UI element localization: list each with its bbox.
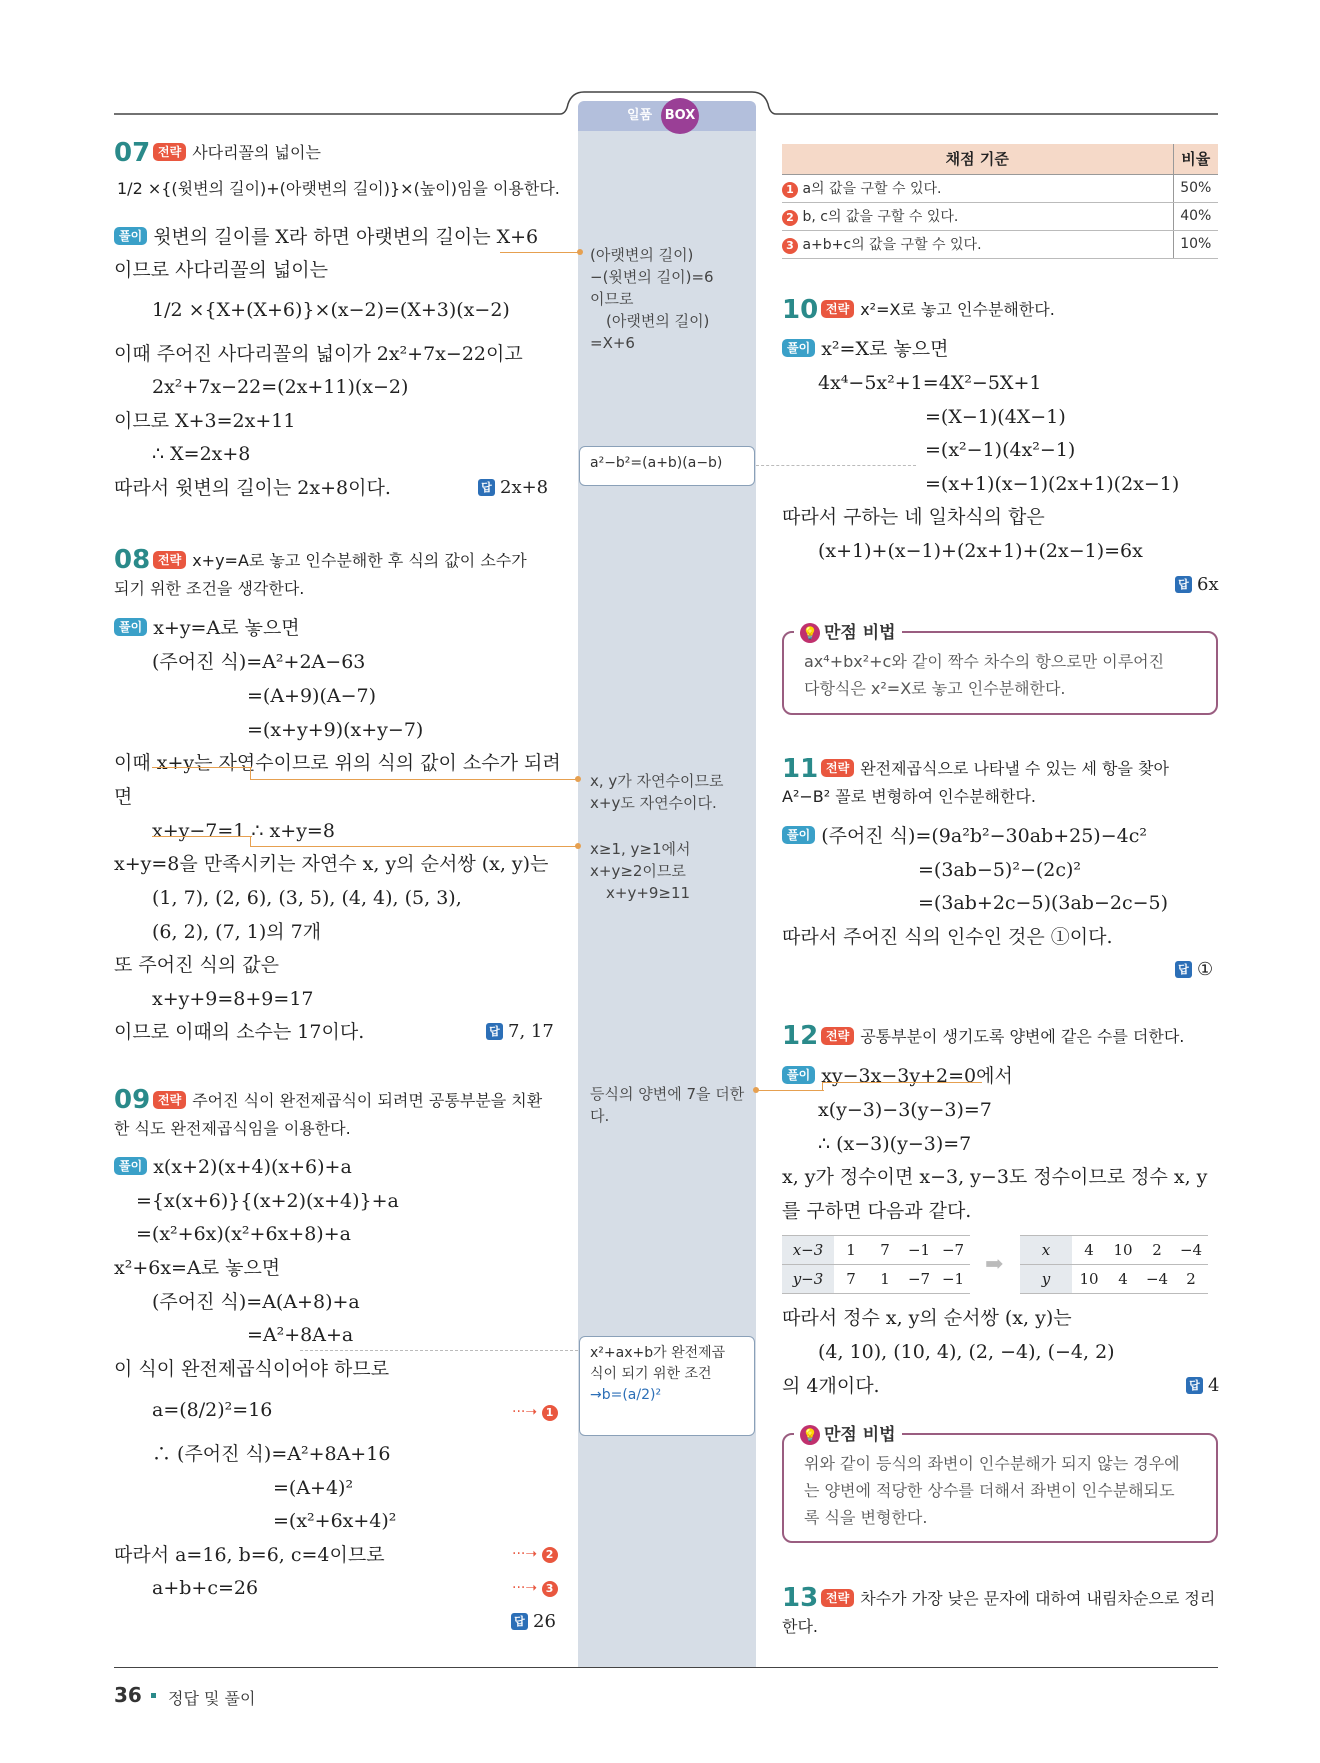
answer-icon: 답	[511, 1613, 528, 1630]
solution-tag: 풀이	[782, 339, 815, 357]
leader-line	[500, 252, 580, 253]
p08-line: x+y+9=8+9=17	[152, 988, 314, 1010]
p12-line: 의 4개이다.	[782, 1375, 880, 1397]
p07-line: 2x²+7x−22=(2x+11)(x−2)	[152, 376, 409, 398]
strategy-09: 전략 주어진 식이 완전제곱식이 되려면 공통부분을 치환	[153, 1088, 542, 1114]
leader-line	[822, 1082, 823, 1091]
box-badge: BOX	[661, 98, 699, 134]
tip-title-1: 💡 만점 비법	[794, 618, 902, 643]
leader-line	[250, 767, 251, 779]
problem-number-13: 13	[782, 1583, 819, 1613]
p09-line: =(x²+6x)(x²+6x+8)+a	[136, 1223, 351, 1245]
p08-line: (1, 7), (2, 6), (3, 5), (4, 4), (5, 3),	[152, 887, 462, 909]
answer-icon: 답	[1186, 1377, 1203, 1394]
value-table-2: x 4 10 2 −4 y 10 4 −4 2	[1020, 1235, 1208, 1294]
p08-line: =(A+9)(A−7)	[247, 685, 377, 707]
score-mark-3: ···➝ 3	[512, 1580, 558, 1597]
answer-icon: 답	[478, 479, 495, 496]
score-row: 2 b, c의 값을 구할 수 있다. 40%	[782, 202, 1218, 230]
solution-tag: 풀이	[114, 618, 147, 636]
strategy-tag: 전략	[153, 1091, 186, 1109]
footer-bullet	[151, 1693, 156, 1698]
tip-title-2: 💡 만점 비법	[794, 1420, 902, 1445]
strategy-12: 전략 공통부분이 생기도록 양변에 같은 수를 더한다.	[821, 1024, 1184, 1050]
value-table-1: x−3 1 7 −1 −7 y−3 7 1 −7 −1	[782, 1235, 970, 1294]
footer-rule	[114, 1667, 1218, 1668]
strategy-08-line2: 되기 위한 조건을 생각한다.	[114, 579, 305, 598]
strategy-11: 전략 완전제곱식으로 나타낼 수 있는 세 항을 찾아	[821, 756, 1169, 782]
score-row: 1 a의 값을 구할 수 있다. 50%	[782, 174, 1218, 202]
lightbulb-icon: 💡	[800, 623, 820, 643]
answer-11: 답 ①	[1175, 956, 1213, 984]
arrow-right-icon: ➡	[985, 1252, 1004, 1277]
strategy-tag: 전략	[821, 759, 854, 777]
side-box-condition: x²+ax+b가 완전제곱 식이 되기 위한 조건 →b=(a/2)²	[579, 1336, 755, 1436]
p12-line: x, y가 정수이면 x−3, y−3도 정수이므로 정수 x, y	[782, 1166, 1208, 1188]
solution-tag: 풀이	[782, 1066, 815, 1084]
box-prefix: 일품	[627, 108, 653, 123]
p07-line: 이때 주어진 사다리꼴의 넓이가 2x²+7x−22이고	[114, 343, 523, 365]
p09-line: =(x²+6x+4)²	[273, 1510, 397, 1532]
leader-dot	[575, 776, 581, 782]
p07-line: 이므로 사다리꼴의 넓이는	[114, 259, 328, 281]
leader-line	[250, 836, 251, 846]
side-note-4: 등식의 양변에 7을 더한 다.	[590, 1085, 745, 1125]
tip-body-2: 위와 같이 등식의 좌변이 인수분해가 되지 않는 경우에 는 양변에 적당한 상수를 더해서 좌변이 인수분해되도 록 식을 변형한다.	[804, 1454, 1180, 1527]
problem-number-09: 09	[114, 1085, 151, 1115]
answer-12: 답 4	[1186, 1372, 1219, 1400]
p09-line: (주어진 식)=A(A+8)+a	[152, 1291, 360, 1313]
page-number: 36	[114, 1683, 142, 1707]
strategy-13-line2: 한다.	[782, 1617, 818, 1636]
leader-dot	[577, 249, 583, 255]
answer-icon: 답	[1175, 576, 1192, 593]
problem-number-08: 08	[114, 545, 151, 575]
p11-line: 따라서 주어진 식의 인수인 것은 ①이다.	[782, 926, 1113, 948]
p11-line: =(3ab−5)²−(2c)²	[918, 859, 1082, 881]
p07-line: 따라서 윗변의 길이는 2x+8이다.	[114, 477, 391, 499]
p09-line: a=(8/2)²=16	[152, 1399, 273, 1421]
strategy-11-line2: A²−B² 꼴로 변형하여 인수분해한다.	[782, 787, 1036, 806]
answer-icon: 답	[1175, 961, 1192, 978]
leader-dot	[575, 843, 581, 849]
p12-line: 를 구하면 다음과 같다.	[782, 1200, 972, 1222]
p09-line: ∴ (주어진 식)=A²+8A+16	[152, 1443, 391, 1465]
p10-line: 따라서 구하는 네 일차식의 합은	[782, 506, 1045, 528]
strategy-tag: 전략	[821, 1027, 854, 1045]
strategy-07-line2: 1/2 ×{(윗변의 길이)+(아랫변의 길이)}×(높이)임을 이용한다.	[117, 179, 560, 198]
strategy-tag: 전략	[153, 551, 186, 569]
strategy-tag: 전략	[153, 143, 186, 161]
strategy-10: 전략 x²=X로 놓고 인수분해한다.	[821, 297, 1055, 323]
p12-line: x(y−3)−3(y−3)=7	[818, 1099, 992, 1121]
p08-line: x+y−7=1 ∴ x+y=8	[152, 820, 335, 842]
problem-number-10: 10	[782, 295, 819, 325]
p10-line: =(x²−1)(4x²−1)	[925, 439, 1076, 461]
strategy-09-line2: 한 식도 완전제곱식임을 이용한다.	[114, 1119, 351, 1138]
underline	[152, 767, 252, 768]
p09-line: 따라서 a=16, b=6, c=4이므로	[114, 1544, 385, 1566]
p08-line: 이때 x+y는 자연수이므로 위의 식의 값이 소수가 되려	[114, 752, 561, 774]
p12-line: 따라서 정수 x, y의 순서쌍 (x, y)는	[782, 1307, 1072, 1329]
p11-line: 풀이 (주어진 식)=(9a²b²−30ab+25)−4c²	[782, 822, 1147, 850]
p07-line: 풀이 윗변의 길이를 X라 하면 아랫변의 길이는 X+6	[114, 223, 538, 251]
p10-line: 풀이 x²=X로 놓으면	[782, 335, 948, 363]
leader-dot	[753, 1087, 759, 1093]
p09-line: 풀이 x(x+2)(x+4)(x+6)+a	[114, 1153, 352, 1181]
answer-icon: 답	[486, 1023, 503, 1040]
dashed-leader	[756, 465, 916, 466]
underline	[822, 1082, 982, 1083]
answer-10: 답 6x	[1175, 571, 1219, 599]
leader-line	[250, 779, 578, 780]
answer-07: 답 2x+8	[478, 474, 548, 502]
score-row: 3 a+b+c의 값을 구할 수 있다. 10%	[782, 230, 1218, 258]
solution-tag: 풀이	[782, 826, 815, 844]
p08-line: (주어진 식)=A²+2A−63	[152, 651, 366, 673]
p10-line: (x+1)+(x−1)+(2x+1)+(2x−1)=6x	[818, 540, 1143, 562]
p08-line: 면	[114, 786, 133, 808]
strategy-08: 전략 x+y=A로 놓고 인수분해한 후 식의 값이 소수가	[153, 548, 527, 574]
p12-line: 풀이 xy−3x−3y+2=0에서	[782, 1062, 1013, 1090]
p08-line: =(x+y+9)(x+y−7)	[247, 719, 424, 741]
p10-line: =(X−1)(4X−1)	[925, 406, 1066, 428]
problem-number-07: 07	[114, 138, 151, 168]
score-mark-2: ···➝ 2	[512, 1546, 558, 1563]
strategy-13: 전략 차수가 가장 낮은 문자에 대하여 내림차순으로 정리	[821, 1586, 1215, 1612]
solution-tag: 풀이	[114, 227, 147, 245]
score-header-ratio: 비율	[1173, 144, 1218, 174]
p09-line: ={x(x+6)}{(x+2)(x+4)}+a	[136, 1190, 399, 1212]
p07-line: 이므로 X+3=2x+11	[114, 410, 296, 432]
strategy-tag: 전략	[821, 300, 854, 318]
footer-section: 정답 및 풀이	[168, 1689, 256, 1708]
p09-line: x²+6x=A로 놓으면	[114, 1257, 281, 1279]
side-note-2: x, y가 자연수이므로 x+y도 자연수이다.	[590, 772, 724, 812]
score-header-criterion: 채점 기준	[782, 144, 1173, 174]
solution-tag: 풀이	[114, 1157, 147, 1175]
p08-line: 풀이 x+y=A로 놓으면	[114, 614, 300, 642]
answer-09: 답 26	[511, 1608, 556, 1636]
p09-line: =A²+8A+a	[247, 1324, 354, 1346]
tip-body-1: ax⁴+bx²+c와 같이 짝수 차수의 항으로만 이루어진 다항식은 x²=X로 놓고 인수분해한다.	[804, 652, 1165, 698]
p08-line: 또 주어진 식의 값은	[114, 954, 279, 976]
leader-line	[756, 1090, 824, 1091]
problem-number-11: 11	[782, 754, 819, 784]
p11-line: =(3ab+2c−5)(3ab−2c−5)	[918, 892, 1169, 914]
p08-line: 이므로 이때의 소수는 17이다.	[114, 1021, 365, 1043]
underline	[152, 836, 252, 837]
leader-line	[250, 846, 578, 847]
strategy-tag: 전략	[821, 1589, 854, 1607]
strategy-07: 전략 사다리꼴의 넓이는	[153, 140, 321, 166]
side-box-formula: a²−b²=(a+b)(a−b)	[579, 446, 755, 486]
p09-line: =(A+4)²	[273, 1477, 354, 1499]
lightbulb-icon: 💡	[800, 1425, 820, 1445]
p09-line: a+b+c=26	[152, 1577, 259, 1599]
p07-line: ∴ X=2x+8	[152, 443, 251, 465]
p08-line: x+y=8을 만족시키는 자연수 x, y의 순서쌍 (x, y)는	[114, 853, 549, 875]
side-note-3: x≥1, y≥1에서 x+y≥2이므로 x+y+9≥11	[590, 840, 691, 902]
p08-line: (6, 2), (7, 1)의 7개	[152, 921, 322, 943]
p09-line: 이 식이 완전제곱식이어야 하므로	[114, 1358, 390, 1380]
answer-08: 답 7, 17	[486, 1018, 554, 1046]
p07-line: 1/2 ×{X+(X+6)}×(x−2)=(X+3)(x−2)	[152, 299, 510, 321]
p10-line: =(x+1)(x−1)(2x+1)(2x−1)	[925, 473, 1180, 495]
p12-line: (4, 10), (10, 4), (2, −4), (−4, 2)	[818, 1341, 1115, 1363]
dashed-leader	[300, 1350, 578, 1351]
p10-line: 4x⁴−5x²+1=4X²−5X+1	[818, 372, 1042, 394]
side-note-1: (아랫변의 길이) −(윗변의 길이)=6 이므로 (아랫변의 길이) =X+6	[590, 246, 714, 352]
problem-number-12: 12	[782, 1021, 819, 1051]
score-mark-1: ···➝ 1	[512, 1404, 558, 1421]
scoring-table	[782, 144, 1218, 259]
p12-line: ∴ (x−3)(y−3)=7	[818, 1133, 972, 1155]
